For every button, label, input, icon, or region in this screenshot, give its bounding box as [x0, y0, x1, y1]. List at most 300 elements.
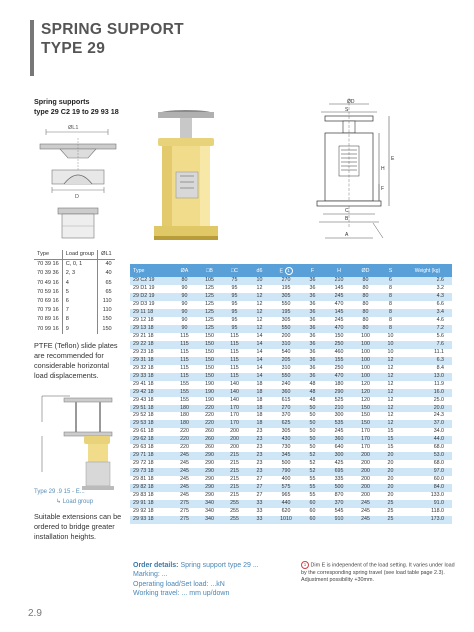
table-cell: 275: [172, 516, 197, 524]
load-group-cell: 40: [105, 270, 112, 277]
table-cell: 29 12 18: [130, 317, 172, 325]
table-cell: 24.3: [403, 412, 452, 420]
table-cell: 170: [222, 420, 247, 428]
table-cell: 12: [247, 325, 272, 333]
table-row: [130, 381, 452, 389]
table-cell: 12: [247, 317, 272, 325]
table-cell: 190: [197, 381, 222, 389]
table-cell: 245: [172, 468, 197, 476]
table-cell: 115: [172, 349, 197, 357]
table-cell: 23: [247, 460, 272, 468]
e-label: E: [391, 156, 395, 162]
load-group-cell: 70 59 16: [37, 288, 59, 295]
table-cell: 500: [272, 460, 300, 468]
table-cell: 965: [272, 492, 300, 500]
table-cell: 360: [325, 436, 353, 444]
table-row: [130, 325, 452, 333]
table-cell: 12: [378, 373, 403, 381]
table-cell: 310: [272, 365, 300, 373]
subtitle-line-2: type 29 C2 19 to 29 93 18: [34, 107, 119, 116]
table-cell: 50: [300, 405, 325, 413]
table-cell: 8: [378, 301, 403, 309]
table-cell: 90: [172, 317, 197, 325]
table-cell: 173.0: [403, 516, 452, 524]
table-cell: 37.0: [403, 420, 452, 428]
table-row: [130, 476, 452, 484]
table-cell: 25: [378, 516, 403, 524]
table-cell: 255: [222, 516, 247, 524]
table-cell: 115: [222, 341, 247, 349]
table-cell: 29 73 18: [130, 468, 172, 476]
load-group-cell: 5: [62, 288, 97, 297]
ptfe-note: PTFE (Teflon) slide plates are recommended for considerable horizontal load displacements.: [34, 341, 118, 380]
table-cell: 29 22 18: [130, 341, 172, 349]
s-label: S: [345, 107, 349, 113]
order-line-2: Marking: ...: [133, 571, 168, 579]
table-cell: 150: [353, 420, 378, 428]
table-cell: 8.4: [403, 365, 452, 373]
table-cell: 300: [325, 452, 353, 460]
table-cell: 115: [172, 333, 197, 341]
load-group-cell: 70 39 16: [37, 261, 59, 268]
table-cell: 29 62 18: [130, 436, 172, 444]
table-cell: 52: [300, 452, 325, 460]
table-cell: 155: [172, 397, 197, 405]
table-cell: 29 92 18: [130, 508, 172, 516]
table-cell: 200: [353, 452, 378, 460]
table-cell: 115: [222, 357, 247, 365]
table-cell: 215: [222, 452, 247, 460]
table-cell: 90: [172, 293, 197, 301]
table-row: [130, 309, 452, 317]
table-cell: 3.2: [403, 285, 452, 293]
table-cell: 95: [222, 325, 247, 333]
load-group-cell: 150: [102, 325, 112, 332]
table-cell: 260: [197, 428, 222, 436]
table-cell: 215: [222, 460, 247, 468]
table-cell: 340: [197, 516, 222, 524]
table-cell: 36: [300, 325, 325, 333]
table-cell: 55: [300, 484, 325, 492]
table-cell: 140: [222, 389, 247, 397]
table-cell: 80: [353, 317, 378, 325]
table-cell: 50: [300, 444, 325, 452]
table-cell: 18: [247, 397, 272, 405]
table-cell: 340: [197, 500, 222, 508]
table-cell: 29 51 18: [130, 405, 172, 413]
table-cell: 220: [172, 444, 197, 452]
table-cell: 12: [378, 389, 403, 397]
table-cell: 125: [197, 309, 222, 317]
table-cell: 470: [325, 373, 353, 381]
h-label: H: [381, 166, 385, 172]
table-cell: 115: [222, 365, 247, 373]
footnote-marker-icon: 1: [285, 267, 293, 275]
table-row: [130, 452, 452, 460]
table-row: [130, 373, 452, 381]
load-group-cell: 70 39 36: [37, 270, 59, 277]
table-cell: 440: [272, 500, 300, 508]
table-cell: 210: [325, 277, 353, 285]
table-cell: 33: [247, 500, 272, 508]
load-group-row: [34, 306, 115, 315]
load-group-cell: C, 0, 1: [62, 260, 97, 270]
table-cell: 150: [353, 405, 378, 413]
table-row: [130, 277, 452, 285]
table-cell: 305: [272, 428, 300, 436]
table-row: [130, 492, 452, 500]
load-group-cell: 110: [102, 298, 112, 305]
table-cell: 36: [300, 293, 325, 301]
table-cell: 18: [247, 405, 272, 413]
table-cell: 29 63 18: [130, 444, 172, 452]
table-cell: 100: [353, 365, 378, 373]
table-cell: 20: [378, 460, 403, 468]
load-group-cell: 4: [62, 279, 97, 288]
table-cell: 80: [353, 309, 378, 317]
table-cell: 125: [197, 301, 222, 309]
table-row: [130, 285, 452, 293]
table-cell: 29 82 18: [130, 484, 172, 492]
table-cell: 300: [325, 412, 353, 420]
table-cell: 125: [197, 325, 222, 333]
table-cell: 97.0: [403, 468, 452, 476]
table-cell: 18: [247, 389, 272, 397]
col-header-s: S: [378, 264, 403, 277]
table-cell: 540: [272, 349, 300, 357]
load-group-cell: 65: [105, 279, 112, 286]
table-cell: 36: [300, 365, 325, 373]
table-cell: 80: [353, 285, 378, 293]
table-row: [130, 460, 452, 468]
table-cell: 245: [172, 452, 197, 460]
table-cell: 11.9: [403, 381, 452, 389]
table-cell: 115: [222, 333, 247, 341]
table-cell: 220: [197, 420, 222, 428]
table-cell: 29 72 18: [130, 460, 172, 468]
table-cell: 20: [378, 484, 403, 492]
table-cell: 290: [197, 476, 222, 484]
table-cell: 240: [272, 381, 300, 389]
l1-dimension-label: ØL1: [68, 125, 79, 131]
table-cell: 115: [222, 373, 247, 381]
table-cell: 50: [300, 420, 325, 428]
diameter-d-label: ØD: [347, 99, 355, 105]
table-row: [130, 293, 452, 301]
col-header-type: Type: [34, 250, 62, 260]
table-cell: 360: [272, 389, 300, 397]
table-cell: 200: [272, 333, 300, 341]
table-cell: 120: [353, 397, 378, 405]
table-row: [130, 333, 452, 341]
table-cell: 150: [325, 333, 353, 341]
load-group-row: [34, 315, 115, 324]
table-cell: 12: [378, 365, 403, 373]
table-cell: 790: [272, 468, 300, 476]
table-cell: 245: [172, 484, 197, 492]
table-cell: 525: [325, 397, 353, 405]
table-cell: 25: [378, 500, 403, 508]
table-row: [130, 349, 452, 357]
table-cell: 150: [197, 357, 222, 365]
order-line-4: Working travel: ... mm up/down: [133, 590, 230, 598]
table-cell: 180: [172, 412, 197, 420]
table-cell: 29 33 18: [130, 373, 172, 381]
table-cell: 260: [197, 436, 222, 444]
table-cell: 215: [222, 484, 247, 492]
table-cell: 195: [272, 285, 300, 293]
table-cell: 10: [378, 341, 403, 349]
load-group-row: [34, 288, 115, 297]
table-cell: 6.6: [403, 301, 452, 309]
table-cell: 12: [378, 420, 403, 428]
table-cell: 180: [172, 405, 197, 413]
table-cell: 36: [300, 277, 325, 285]
table-cell: 29 23 18: [130, 349, 172, 357]
footnote-number-icon: 1: [301, 561, 309, 569]
table-cell: 115: [222, 349, 247, 357]
table-cell: 170: [222, 405, 247, 413]
table-cell: 290: [197, 492, 222, 500]
table-row: [130, 357, 452, 365]
table-cell: 220: [172, 436, 197, 444]
table-cell: 33: [247, 516, 272, 524]
table-cell: 29 31 18: [130, 357, 172, 365]
table-cell: 68.0: [403, 460, 452, 468]
section-subtitle: [34, 97, 119, 117]
table-cell: 36: [300, 285, 325, 293]
table-cell: 29 93 18: [130, 516, 172, 524]
table-cell: 34.0: [403, 428, 452, 436]
table-cell: 910: [325, 516, 353, 524]
table-cell: 575: [272, 484, 300, 492]
table-cell: 95: [222, 301, 247, 309]
table-cell: 460: [325, 349, 353, 357]
b-label: B: [345, 216, 349, 222]
table-cell: 125: [197, 317, 222, 325]
table-cell: 270: [272, 277, 300, 285]
table-row: [130, 500, 452, 508]
table-cell: 260: [197, 444, 222, 452]
table-cell: 4.3: [403, 293, 452, 301]
page-number: 2.9: [28, 608, 42, 619]
table-cell: 150: [197, 365, 222, 373]
table-cell: 170: [222, 412, 247, 420]
table-cell: 27: [247, 476, 272, 484]
table-row: [130, 405, 452, 413]
table-cell: 275: [172, 500, 197, 508]
load-group-cell: 70 89 16: [37, 316, 59, 323]
load-group-row: [34, 269, 115, 278]
table-cell: 155: [172, 381, 197, 389]
table-cell: 180: [172, 420, 197, 428]
load-group-cell: 9: [62, 325, 97, 334]
table-cell: 150: [197, 349, 222, 357]
table-cell: 620: [272, 508, 300, 516]
table-cell: 200: [353, 460, 378, 468]
table-cell: 100: [353, 333, 378, 341]
table-cell: 25.0: [403, 397, 452, 405]
table-cell: 105: [197, 277, 222, 285]
table-row: [130, 397, 452, 405]
table-cell: 245: [172, 476, 197, 484]
table-cell: 270: [272, 405, 300, 413]
table-cell: 245: [325, 317, 353, 325]
table-cell: 12: [247, 285, 272, 293]
table-cell: 170: [353, 436, 378, 444]
order-type: Spring support type 29 ...: [180, 562, 259, 569]
table-row: [130, 508, 452, 516]
table-cell: 14: [247, 365, 272, 373]
table-cell: 12: [378, 405, 403, 413]
table-cell: 290: [197, 468, 222, 476]
table-cell: 29 D2 19: [130, 293, 172, 301]
table-cell: 155: [172, 389, 197, 397]
table-cell: 14: [247, 333, 272, 341]
table-cell: 60.0: [403, 476, 452, 484]
table-cell: 55: [300, 492, 325, 500]
table-cell: 36: [300, 333, 325, 341]
table-cell: 190: [197, 389, 222, 397]
table-cell: 29 52 18: [130, 412, 172, 420]
col-header-c: □C: [222, 264, 247, 277]
table-cell: 120: [353, 381, 378, 389]
table-cell: 200: [222, 428, 247, 436]
table-cell: 12: [378, 412, 403, 420]
table-cell: 29 91 18: [130, 500, 172, 508]
table-cell: 18: [247, 412, 272, 420]
load-group-cell: 2, 3: [62, 269, 97, 278]
extension-note: Suitable extensions can be ordered to bridge greater installation heights.: [34, 512, 122, 541]
table-row: [130, 420, 452, 428]
table-cell: 48: [300, 381, 325, 389]
table-cell: 20: [378, 468, 403, 476]
table-cell: 12: [378, 397, 403, 405]
table-cell: 20: [378, 452, 403, 460]
col-header-a: ØA: [172, 264, 197, 277]
table-cell: 170: [353, 444, 378, 452]
table-cell: 370: [325, 500, 353, 508]
table-cell: 150: [353, 412, 378, 420]
table-cell: 335: [325, 476, 353, 484]
load-group-cell: 7: [62, 306, 97, 315]
table-cell: 29 C2 19: [130, 277, 172, 285]
table-cell: 245: [325, 293, 353, 301]
load-group-row: [34, 279, 115, 288]
table-cell: 95: [222, 285, 247, 293]
table-cell: 95: [222, 317, 247, 325]
table-cell: 245: [172, 460, 197, 468]
table-cell: 340: [197, 508, 222, 516]
table-cell: 90: [172, 325, 197, 333]
table-cell: 100: [353, 349, 378, 357]
col-header-l1: ØL1: [98, 250, 115, 260]
table-cell: 430: [272, 436, 300, 444]
table-cell: 5.6: [403, 333, 452, 341]
table-cell: 80: [353, 277, 378, 285]
table-row: [130, 468, 452, 476]
load-cap-drawing: [32, 118, 124, 246]
footnote-text: Dim E is independent of the load setting. It varies under load by the corresponding spring travel (see load table page 2.3). Adjustment possibility +30mm.: [301, 562, 455, 584]
table-cell: 29 42 18: [130, 389, 172, 397]
col-header-load-group: Load group: [62, 250, 97, 260]
table-cell: 13.0: [403, 373, 452, 381]
footnote: [301, 561, 461, 585]
dimensions-table: [130, 264, 452, 524]
table-cell: 1010: [272, 516, 300, 524]
table-cell: 145: [325, 285, 353, 293]
table-cell: 695: [325, 468, 353, 476]
table-cell: 20.0: [403, 405, 452, 413]
table-cell: 12: [247, 293, 272, 301]
col-header-weight: Weight (kg): [403, 264, 452, 277]
dimensions-header-row: [130, 264, 452, 277]
table-cell: 15: [378, 428, 403, 436]
d-dimension-label: D: [75, 194, 79, 200]
type-code-label: Type 29 .9 15 - E...: [34, 489, 85, 495]
table-cell: 200: [353, 468, 378, 476]
table-cell: 550: [272, 301, 300, 309]
table-cell: 550: [272, 373, 300, 381]
spring-support-photo: [140, 102, 232, 252]
table-cell: 29 41 18: [130, 381, 172, 389]
load-group-header-row: [34, 250, 115, 260]
table-cell: 29 21 18: [130, 333, 172, 341]
table-cell: 10: [378, 349, 403, 357]
table-cell: 550: [272, 325, 300, 333]
table-cell: 8: [378, 285, 403, 293]
col-header-d6: d6: [247, 264, 272, 277]
load-group-label: [56, 498, 93, 505]
table-cell: 29 71 18: [130, 452, 172, 460]
table-cell: 29 81 18: [130, 476, 172, 484]
table-cell: 29 32 18: [130, 365, 172, 373]
table-cell: 125: [197, 293, 222, 301]
table-cell: 10: [247, 277, 272, 285]
table-cell: 12: [247, 301, 272, 309]
table-cell: 500: [325, 484, 353, 492]
order-title: Order details:: [133, 562, 179, 569]
table-cell: 115: [172, 341, 197, 349]
table-cell: 615: [272, 397, 300, 405]
table-cell: 200: [353, 476, 378, 484]
table-cell: 250: [325, 341, 353, 349]
table-cell: 370: [272, 412, 300, 420]
order-line-1: [133, 561, 259, 570]
load-group-cell: 70 49 16: [37, 279, 59, 286]
table-cell: 220: [197, 412, 222, 420]
load-group-cell: 8: [62, 315, 97, 324]
order-details: [133, 561, 259, 599]
title-line-1: SPRING SUPPORT: [41, 21, 184, 38]
table-cell: 425: [325, 460, 353, 468]
load-group-table: [34, 250, 115, 334]
table-cell: 23: [247, 428, 272, 436]
table-cell: 50: [300, 428, 325, 436]
col-header-type: Type: [130, 264, 172, 277]
table-cell: 27: [247, 484, 272, 492]
table-cell: 310: [272, 341, 300, 349]
a-label: A: [345, 232, 349, 238]
table-cell: 535: [325, 420, 353, 428]
table-cell: 115: [172, 357, 197, 365]
arrow-icon: ↳: [56, 499, 62, 505]
table-cell: 195: [272, 309, 300, 317]
table-cell: 90: [172, 309, 197, 317]
load-group-row: [34, 260, 115, 270]
table-cell: 140: [222, 381, 247, 389]
table-cell: 145: [325, 309, 353, 317]
